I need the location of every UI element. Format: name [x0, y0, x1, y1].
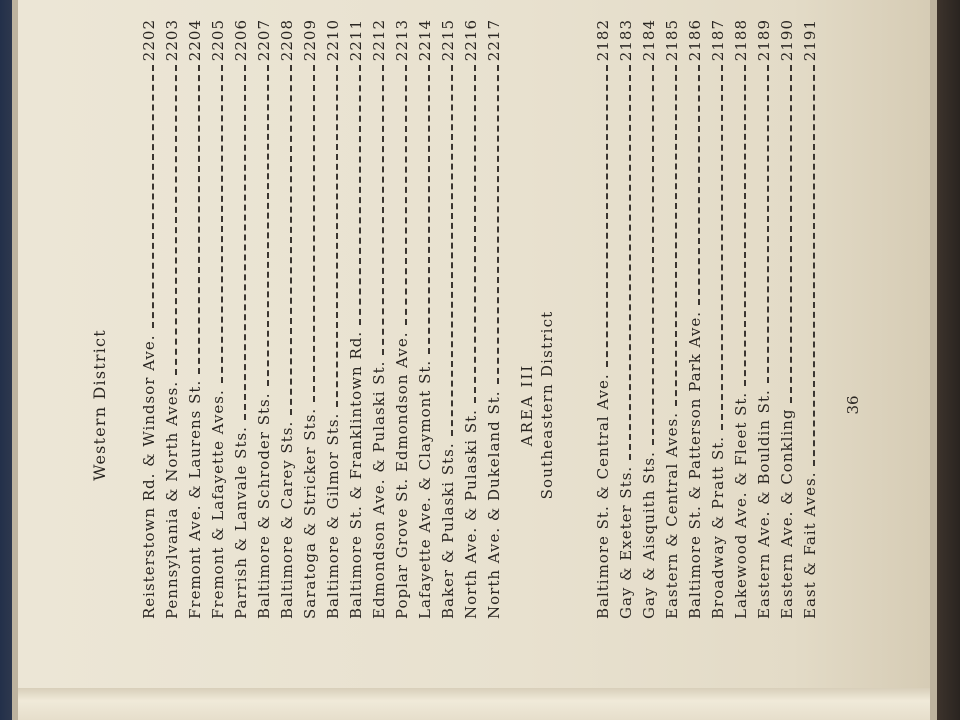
dot-leader: [428, 65, 430, 354]
list-item: [485, 19, 508, 619]
box-number: 2187: [709, 19, 727, 62]
list-item: [801, 19, 824, 619]
intersection-name: Lakewood Ave. & Fleet St.: [732, 391, 750, 619]
dot-leader: [744, 65, 746, 386]
dot-leader: [198, 65, 200, 374]
list-item: [778, 19, 801, 619]
dot-leader: [813, 65, 815, 465]
intersection-name: Pennsylvania & North Aves.: [163, 380, 181, 619]
box-number: 2204: [186, 19, 204, 62]
box-number: 2190: [778, 19, 796, 62]
intersection-name: Saratoga & Stricker Sts.: [301, 407, 319, 619]
intersection-name: Eastern & Central Aves.: [663, 412, 681, 619]
box-number: 2188: [732, 19, 750, 62]
box-number: 2182: [594, 19, 612, 62]
list-item: [301, 19, 324, 619]
intersection-name: Baltimore & Carey Sts.: [278, 420, 296, 619]
box-number: 2213: [393, 19, 411, 62]
box-number: 2185: [663, 19, 681, 62]
intersection-name: Baltimore St. & Patterson Park Ave.: [686, 311, 704, 619]
intersection-name: Baltimore St. & Franklintown Rd.: [347, 330, 365, 619]
list-item: [439, 19, 462, 619]
page-bottom-edge: [18, 688, 930, 720]
page-number: 36: [844, 395, 862, 415]
box-number: 2191: [801, 19, 819, 62]
intersection-name: Edmondson Ave. & Pulaski St.: [370, 360, 388, 619]
list-item: [709, 19, 732, 619]
dot-leader: [606, 65, 608, 367]
intersection-name: East & Fait Aves.: [801, 471, 819, 619]
list-item: [755, 19, 778, 619]
list-item: [347, 19, 370, 619]
rotated-text-block: [24, 5, 924, 685]
list-item: [278, 19, 301, 619]
list-item: [686, 19, 709, 619]
area-heading: [518, 125, 556, 685]
dot-leader: [244, 65, 246, 420]
box-number: 2215: [439, 19, 457, 62]
dot-leader: [652, 65, 654, 445]
dot-leader: [451, 65, 453, 436]
list-item: [232, 19, 255, 619]
box-number: 2186: [686, 19, 704, 62]
intersection-name: Poplar Grove St. Edmondson Ave.: [393, 331, 411, 619]
dot-leader: [175, 65, 177, 375]
box-number: 2203: [163, 19, 181, 62]
intersection-name: Reisterstown Rd. & Windsor Ave.: [140, 334, 158, 619]
western-district-heading: Western District: [90, 329, 109, 481]
book-page: [18, 0, 930, 690]
box-number: 2206: [232, 19, 250, 62]
dot-leader: [152, 65, 154, 328]
dot-leader: [221, 65, 223, 383]
southeastern-district-list: [594, 19, 824, 619]
intersection-name: Broadway & Pratt St.: [709, 435, 727, 619]
box-number: 2205: [209, 19, 227, 62]
box-number: 2214: [416, 19, 434, 62]
intersection-name: Eastern Ave. & Bouldin St.: [755, 389, 773, 619]
box-number: 2212: [370, 19, 388, 62]
intersection-name: Gay & Exeter Sts.: [617, 465, 635, 619]
list-item: [209, 19, 232, 619]
list-item: [416, 19, 439, 619]
intersection-name: North Ave. & Pulaski St.: [462, 409, 480, 619]
box-number: 2184: [640, 19, 658, 62]
list-item: [140, 19, 163, 619]
box-number: 2183: [617, 19, 635, 62]
dot-leader: [267, 65, 269, 386]
intersection-name: Gay & Aisquith Sts.: [640, 451, 658, 619]
list-item: [163, 19, 186, 619]
dot-leader: [290, 65, 292, 415]
intersection-name: Lafayette Ave. & Claymont St.: [416, 359, 434, 619]
box-number: 2209: [301, 19, 319, 62]
dot-leader: [698, 65, 700, 305]
dot-leader: [629, 65, 631, 460]
list-item: [255, 19, 278, 619]
dot-leader: [359, 65, 361, 325]
box-number: 2217: [485, 19, 503, 62]
list-item: [594, 19, 617, 619]
list-item: [186, 19, 209, 619]
dot-leader: [382, 65, 384, 354]
box-number: 2210: [324, 19, 342, 62]
intersection-name: Eastern Ave. & Conkling: [778, 408, 796, 619]
intersection-name: Baltimore & Schroder Sts.: [255, 392, 273, 619]
dot-leader: [313, 65, 315, 402]
list-item: [462, 19, 485, 619]
box-number: 2207: [255, 19, 273, 62]
dot-leader: [497, 65, 499, 384]
page-content: [24, 5, 924, 685]
dot-leader: [336, 65, 338, 406]
intersection-name: Fremont & Lafayette Aves.: [209, 389, 227, 619]
box-number: 2189: [755, 19, 773, 62]
western-district-list: [140, 19, 508, 619]
dot-leader: [675, 65, 677, 406]
intersection-name: Parrish & Lanvale Sts.: [232, 426, 250, 619]
dot-leader: [474, 65, 476, 403]
list-item: [393, 19, 416, 619]
intersection-name: Baker & Pulaski Sts.: [439, 442, 457, 619]
list-item: [640, 19, 663, 619]
intersection-name: Baltimore St. & Central Ave.: [594, 373, 612, 619]
box-number: 2211: [347, 19, 365, 62]
area-title: AREA III: [518, 363, 536, 447]
list-item: [663, 19, 686, 619]
intersection-name: Baltimore & Gilmor Sts.: [324, 412, 342, 619]
dot-leader: [767, 65, 769, 383]
list-item: [732, 19, 755, 619]
intersection-name: Fremont Ave. & Laurens St.: [186, 379, 204, 619]
southeastern-district-heading: Southeastern District: [538, 310, 556, 500]
dot-leader: [721, 65, 723, 430]
list-item: [370, 19, 393, 619]
intersection-name: North Ave. & Dukeland St.: [485, 390, 503, 619]
box-number: 2208: [278, 19, 296, 62]
box-number: 2202: [140, 19, 158, 62]
dot-leader: [790, 65, 792, 402]
list-item: [324, 19, 347, 619]
box-number: 2216: [462, 19, 480, 62]
list-item: [617, 19, 640, 619]
dot-leader: [405, 65, 407, 325]
